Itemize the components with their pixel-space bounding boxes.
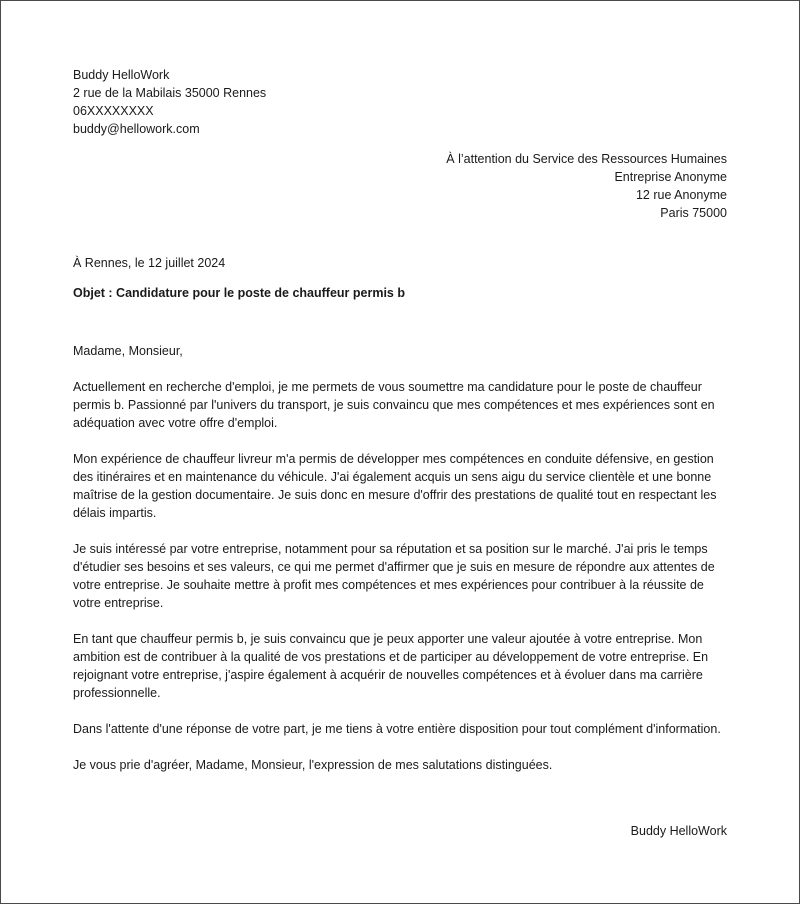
recipient-street: 12 rue Anonyme [635,188,727,202]
recipient-city: Paris 75000 [660,206,727,220]
letter-date: À Rennes, le 12 juillet 2024 [73,256,226,270]
sender-phone: 06XXXXXXXX [73,104,154,118]
closing-paragraph: Je vous prie d'agréer, Madame, Monsieur, l'expression de mes salutations distinguées. [73,758,553,772]
salutation: Madame, Monsieur, [73,344,183,358]
sender-email: buddy@hellowork.com [73,122,200,136]
sender-address: 2 rue de la Mabilais 35000 Rennes [73,86,267,100]
body-paragraph: Mon expérience de chauffeur livreur m'a permis de développer mes compétences en conduite défensive, en gestion des itinéraires et en maintenance du véhicule. J'ai également acquis un sens aigu du service clientèle et une bonne maîtrise de la gestion documentaire. Je suis donc en mesure d'offrir des prestations de qualité tout en respectant les délais impartis. [73,452,717,520]
body-paragraph: Je suis intéressé par votre entreprise, notamment pour sa réputation et sa position sur le marché. J'ai pris le temps d'étudier ses besoins et ses valeurs, ce qui me permet d'affirmer que je suis en mesure de répondre aux attentes de votre entreprise. Je souhaite mettre à profit mes compétences et mes expériences pour contribuer à la réussite de votre entreprise. [73,542,715,610]
body-paragraph: Dans l'attente d'une réponse de votre part, je me tiens à votre entière disposition pour tout complément d'information. [73,722,721,736]
recipient-block [446,150,727,222]
letter-body [73,342,729,792]
signature: Buddy HelloWork [630,824,727,838]
sender-block [73,66,266,138]
recipient-company: Entreprise Anonyme [614,170,727,184]
body-paragraph: En tant que chauffeur permis b, je suis convaincu que je peux apporter une valeur ajoutée à votre entreprise. Mon ambition est de contribuer à la qualité de vos prestations et de participer au développement de votre entreprise. En rejoignant votre entreprise, j'aspire également à acquérir de nouvelles compétences et à évoluer dans ma carrière professionnelle. [73,632,709,700]
recipient-attention: À l’attention du Service des Ressources Humaines [446,152,727,166]
letter-subject: Objet : Candidature pour le poste de chauffeur permis b [73,286,405,300]
body-paragraph: Actuellement en recherche d'emploi, je me permets de vous soumettre ma candidature pour le poste de chauffeur permis b. Passionné par l'univers du transport, je suis convaincu que mes compétences et mes expériences sont en adéquation avec votre offre d'emploi. [73,380,715,430]
sender-name: Buddy HelloWork [73,68,170,82]
